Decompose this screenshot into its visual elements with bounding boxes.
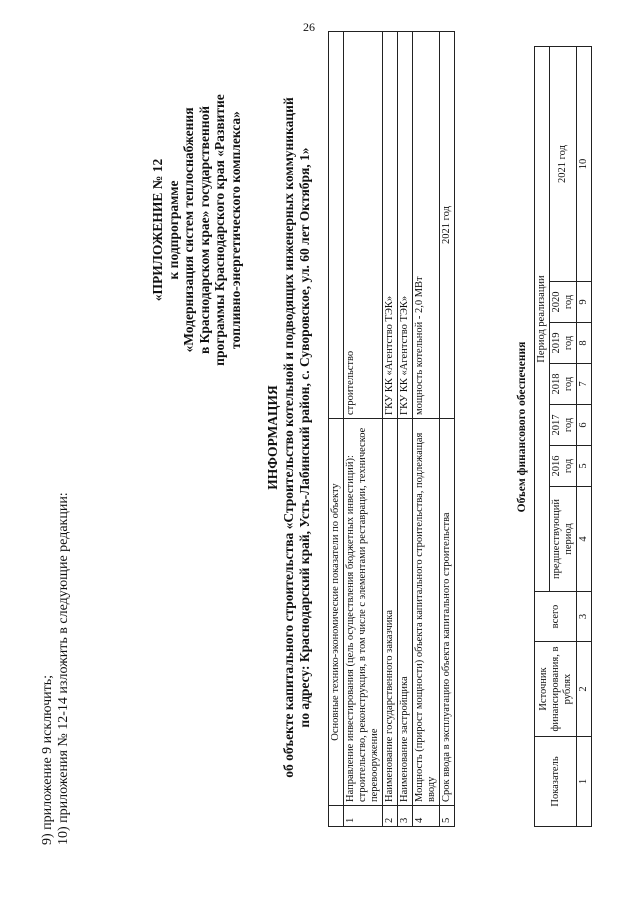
appendix-line-4: в Краснодарском крае» государственной: [196, 105, 212, 355]
appendix-line-2: к подпрограмме: [165, 180, 181, 280]
intro-line-1: 9) приложение 9 исключить;: [40, 674, 55, 845]
col-total: всего: [535, 592, 577, 642]
period-header: Период реализации: [535, 47, 550, 592]
finance-table: [534, 46, 592, 827]
page-number: 26: [303, 20, 315, 34]
col-number: 6: [577, 405, 592, 446]
row-label: Мощность (прирост мощности) объекта капитального строительства, подлежащая вводу: [413, 419, 440, 806]
row-number: 5: [440, 806, 455, 827]
row-value: строительство: [344, 32, 383, 419]
col-number: 2: [577, 642, 592, 737]
row-number: 2: [383, 806, 398, 827]
intro-line-2: 10) приложения № 12-14 изложить в следующие редакции:: [56, 492, 71, 845]
col-number: 8: [577, 323, 592, 364]
row-label: Срок ввода в эксплуатацию объекта капитального строительства: [440, 419, 455, 806]
table-row: [344, 32, 383, 827]
table-row: [413, 32, 440, 827]
col-source: Источник финансирования, в рублях: [535, 642, 577, 737]
col-indicator: Показатель: [535, 737, 577, 827]
row-label: Направление инвестирования (цель осуществления бюджетных инвестиций): строительство, реконструкция, в том числе с элементами реставрации, техническое перевооружение: [344, 419, 383, 806]
col-number: 4: [577, 487, 592, 592]
col-year: 2017 год: [550, 405, 577, 446]
col-year: 2021 год: [550, 47, 577, 282]
col-number: 10: [577, 47, 592, 282]
col-number: 7: [577, 364, 592, 405]
finance-header-row: [535, 47, 550, 827]
row-value: ГКУ КК «Агентство ТЭК»: [398, 32, 413, 419]
table-row: [383, 32, 398, 827]
row-value: 2021 год: [440, 32, 455, 419]
row-number: 4: [413, 806, 440, 827]
indicators-header: Основные технико-экономические показатели по объекту: [329, 419, 344, 806]
table-row: [398, 32, 413, 827]
finance-numbers-row: [577, 47, 592, 827]
col-number: 5: [577, 446, 592, 487]
document-title: [265, 30, 313, 845]
col-year: 2016 год: [550, 446, 577, 487]
finance-title: Объем финансового обеспечения: [516, 341, 528, 513]
intro-text: [40, 492, 72, 845]
title-line-1: об объекте капитального строительства «Строительство котельной и подводящих инженерных коммуникаций: [281, 97, 296, 778]
appendix-header: [150, 20, 243, 440]
col-number: 9: [577, 282, 592, 323]
appendix-line-6: топливно-энергетического комплекса»: [227, 111, 243, 349]
title-line-2: по адресу: Краснодарский край, Усть-Лабинский район, с. Суворовское, ул. 60 лет Октября, 1»: [297, 147, 312, 728]
appendix-line-1: «ПРИЛОЖЕНИЕ № 12: [150, 158, 165, 302]
row-label: Наименование застройщика: [398, 419, 413, 806]
col-number: 1: [577, 737, 592, 827]
col-year: 2020 год: [550, 282, 577, 323]
row-value: мощность котельной - 2,0 МВт: [413, 32, 440, 419]
col-number: 3: [577, 592, 592, 642]
indicators-table: [328, 31, 455, 827]
title-heading: ИНФОРМАЦИЯ: [265, 385, 280, 490]
appendix-line-5: программы Краснодарского края «Развитие: [212, 94, 227, 366]
row-value: ГКУ КК «Агентство ТЭК»: [383, 32, 398, 419]
appendix-line-3: «Модернизация систем теплоснабжения: [181, 107, 196, 353]
rotated-page-content: [40, 30, 600, 845]
row-label: Наименование государственного заказчика: [383, 419, 398, 806]
row-number: 1: [344, 806, 383, 827]
col-year: 2019 год: [550, 323, 577, 364]
row-number: 3: [398, 806, 413, 827]
col-year: 2018 год: [550, 364, 577, 405]
col-previous: предшествующий период: [550, 487, 577, 592]
indicators-header-row: [329, 32, 344, 827]
table-row: [440, 32, 455, 827]
